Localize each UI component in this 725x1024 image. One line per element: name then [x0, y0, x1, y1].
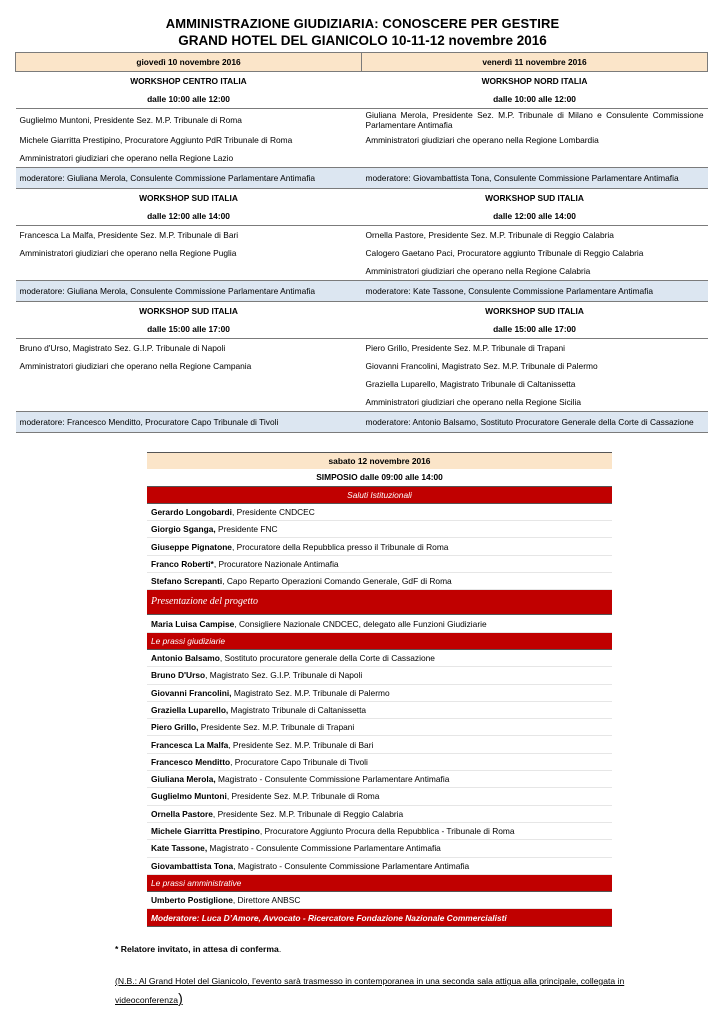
speaker-role: , Capo Reparto Operazioni Comando Generale, GdF di Roma	[222, 576, 452, 587]
speaker-role: , Magistrato - Consulente Commissione Parlamentare Antimafia	[233, 860, 470, 871]
symposium-day-row	[147, 453, 612, 470]
workshop-title-row	[16, 189, 708, 208]
speaker-row	[147, 503, 612, 520]
speaker-right	[362, 149, 708, 168]
day-header-row	[16, 53, 708, 72]
day-header-2: venerdì 11 novembre 2016	[362, 53, 708, 72]
speaker-row	[147, 684, 612, 701]
invited-note-dot: .	[278, 944, 282, 954]
speaker-name: Antonio Balsamo	[151, 653, 220, 664]
speaker-row	[147, 892, 612, 909]
workshop-title: WORKSHOP CENTRO ITALIA	[130, 76, 247, 86]
speaker-left: Guglielmo Muntoni, Presidente Sez. M.P. Tribunale di Roma	[19, 115, 242, 125]
moderator-row	[16, 168, 708, 189]
moderator-left: moderatore: Francesco Menditto, Procuratore Capo Tribunale di Tivoli	[16, 412, 362, 433]
speaker-row	[147, 840, 612, 857]
speaker-cell	[147, 701, 612, 718]
speaker-cell	[147, 521, 612, 538]
speaker-right: Amministratori giudiziari che operano nella Regione Sicilia	[365, 397, 582, 407]
speaker-row	[147, 573, 612, 590]
speaker-cell	[147, 822, 612, 839]
speaker-role: , Direttore ANBSC	[232, 895, 301, 906]
speaker-cell	[147, 503, 612, 520]
workshop-title: WORKSHOP SUD ITALIA	[16, 189, 362, 208]
speaker-row	[16, 375, 708, 393]
speaker-name: Graziella Luparello,	[151, 705, 229, 715]
workshop-title-row	[16, 302, 708, 321]
speaker-left: Michele Giarritta Prestipino, Procuratore Aggiunto PdR Tribunale di Roma	[19, 135, 293, 145]
speaker-row	[16, 149, 708, 168]
speaker-name: Guglielmo Muntoni	[151, 791, 227, 802]
section-heading: Le prassi amministrative	[147, 874, 612, 891]
speaker-row	[147, 701, 612, 718]
nb-note-text: (N.B.: Al Grand Hotel del Gianicolo, l’evento sarà trasmesso in contemporanea in una seconda sala attigua alla principale, collegata in videoconferenza	[115, 976, 625, 1005]
speaker-role: , Presidente Sez. M.P. Tribunale di Bari	[228, 739, 374, 750]
title-part1: AMMINISTRAZIONE GIUDIZIARIA: CONOSCERE PER GESTIRE	[165, 16, 560, 31]
speaker-row	[16, 339, 708, 358]
speaker-role: , Consigliere Nazionale CNDCEC, delegato alle Funzioni Giudiziarie	[234, 618, 487, 629]
speaker-row	[16, 262, 708, 281]
workshop-title-row	[16, 72, 708, 91]
speaker-role: Magistrato Tribunale di Caltanissetta	[228, 705, 367, 715]
speaker-cell	[147, 719, 612, 736]
speaker-row	[16, 244, 708, 262]
speaker-cell	[147, 649, 612, 666]
speaker-row	[147, 857, 612, 874]
invited-note-text: * Relatore invitato, in attesa di conferma	[115, 944, 279, 954]
moderator-left: moderatore: Giuliana Merola, Consulente Commissione Parlamentare Antimafia	[16, 281, 362, 302]
moderator-text: : Luca D’Amore, Avvocato - Ricercatore Fondazione Nazionale Commercialisti	[196, 912, 507, 923]
speaker-name: Umberto Postiglione	[151, 895, 233, 906]
speaker-left: Amministratori giudiziari che operano nella Regione Lazio	[19, 153, 234, 163]
moderator-row	[147, 909, 612, 926]
section-heading-row	[147, 590, 612, 615]
speaker-row	[16, 131, 708, 149]
nb-note	[115, 973, 655, 1009]
moderator-right: moderatore: Kate Tassone, Consulente Commissione Parlamentare Antimafia	[362, 281, 708, 302]
speaker-row	[147, 615, 612, 632]
speaker-cell	[147, 892, 612, 909]
speaker-right: Ornella Pastore, Presidente Sez. M.P. Tribunale di Reggio Calabria	[365, 230, 614, 240]
moderator-row	[16, 281, 708, 302]
speaker-role: , Sostituto procuratore generale della Corte di Cassazione	[219, 653, 435, 664]
workshop-schedule-table	[15, 52, 708, 433]
speaker-cell	[147, 684, 612, 701]
speaker-row	[147, 753, 612, 770]
moderator-label: Moderatore	[151, 912, 197, 923]
speaker-row	[16, 357, 708, 375]
speaker-name: Giorgio Sganga,	[151, 524, 216, 535]
speaker-role: Magistrato - Consulente Commissione Parlamentare Antimafia	[215, 774, 450, 785]
speaker-role: Magistrato - Consulente Commissione Parlamentare Antimafia	[207, 843, 441, 854]
speaker-cell	[147, 555, 612, 572]
section-heading: Le prassi giudiziarie	[147, 632, 612, 649]
speaker-role: , Procuratore Aggiunto Procura della Repubblica - Tribunale di Roma	[259, 826, 515, 837]
speaker-row	[16, 393, 708, 412]
speaker-name: Giuliana Merola,	[151, 774, 216, 785]
speaker-row	[147, 521, 612, 538]
workshop-time-row	[16, 90, 708, 109]
speaker-row	[16, 226, 708, 245]
speaker-role: , Procuratore Capo Tribunale di Tivoli	[230, 756, 368, 767]
speaker-role: Presidente Sez. M.P. Tribunale di Trapani	[198, 722, 355, 733]
speaker-row	[147, 649, 612, 666]
speaker-cell	[147, 736, 612, 753]
speaker-right: Amministratori giudiziari che operano nella Regione Lombardia	[365, 135, 599, 145]
speaker-right: Graziella Luparello, Magistrato Tribunale di Caltanissetta	[365, 379, 576, 389]
speaker-name: Ornella Pastore	[151, 808, 213, 819]
workshop-time: dalle 10:00 alle 12:00	[16, 90, 362, 109]
speaker-role: , Presidente CNDCEC	[231, 507, 315, 518]
moderator-right: moderatore: Antonio Balsamo, Sostituto Procuratore Generale della Corte di Cassazione	[362, 412, 708, 433]
speaker-name: Francesca La Malfa	[151, 739, 229, 750]
speaker-right: Amministratori giudiziari che operano nella Regione Calabria	[365, 266, 591, 276]
speaker-left	[16, 375, 362, 393]
speaker-cell	[147, 667, 612, 684]
day-header-1: giovedì 10 novembre 2016	[16, 53, 362, 72]
symposium-title-row	[147, 469, 612, 486]
speaker-right: Giovanni Francolini, Magistrato Sez. M.P. Tribunale di Palermo	[365, 361, 598, 371]
speaker-cell	[147, 753, 612, 770]
speaker-right: Giuliana Merola, Presidente Sez. M.P. Tribunale di Milano e Consulente Commissione Parlamentare Antimafia	[365, 110, 704, 130]
speaker-row	[147, 538, 612, 555]
speaker-role: Magistrato Sez. M.P. Tribunale di Palermo	[231, 687, 390, 698]
speaker-role: , Procuratore Nazionale Antimafia	[213, 558, 339, 569]
document-subtitle: GRAND HOTEL DEL GIANICOLO 10-11-12 novembre 2016	[178, 33, 547, 48]
speaker-cell	[147, 538, 612, 555]
workshop-title: WORKSHOP SUD ITALIA	[16, 302, 362, 321]
speaker-name: Bruno D'Urso	[151, 670, 206, 681]
speaker-row	[147, 555, 612, 572]
section-heading-row	[147, 486, 612, 503]
speaker-right: Calogero Gaetano Paci, Procuratore aggiunto Tribunale di Reggio Calabria	[365, 248, 644, 258]
speaker-role: , Presidente Sez. M.P. Tribunale di Reggio Calabria	[212, 808, 404, 819]
speaker-row	[147, 719, 612, 736]
workshop-time: dalle 12:00 alle 14:00	[16, 207, 362, 226]
speaker-row	[147, 788, 612, 805]
moderator-right: moderatore: Giovambattista Tona, Consulente Commissione Parlamentare Antimafia	[362, 168, 708, 189]
invited-note	[115, 944, 281, 954]
speaker-row	[147, 822, 612, 839]
symposium-table	[147, 452, 612, 927]
speaker-name: Piero Grillo,	[151, 722, 199, 733]
speaker-left	[16, 262, 362, 281]
speaker-cell	[147, 771, 612, 788]
speaker-cell	[147, 857, 612, 874]
workshop-time: dalle 10:00 alle 12:00	[362, 90, 708, 109]
document-title	[0, 16, 725, 31]
speaker-name: Giovanni Francolini,	[151, 687, 232, 698]
speaker-role: Presidente FNC	[215, 524, 278, 535]
nb-note-close: )	[178, 990, 183, 1006]
speaker-role: , Procuratore della Repubblica presso il Tribunale di Roma	[231, 541, 449, 552]
speaker-row	[147, 667, 612, 684]
speaker-cell	[147, 615, 612, 632]
speaker-row	[16, 109, 708, 132]
speaker-role: , Magistrato Sez. G.I.P. Tribunale di Napoli	[205, 670, 363, 681]
speaker-name: Franco Roberti*	[151, 558, 214, 569]
speaker-cell	[147, 573, 612, 590]
speaker-role: , Presidente Sez. M.P. Tribunale di Roma	[226, 791, 380, 802]
speaker-cell	[147, 788, 612, 805]
speaker-left: Bruno d'Urso, Magistrato Sez. G.I.P. Tribunale di Napoli	[19, 343, 226, 353]
speaker-left: Amministratori giudiziari che operano nella Regione Puglia	[19, 248, 237, 258]
workshop-title: WORKSHOP SUD ITALIA	[362, 302, 708, 321]
speaker-name: Francesco Menditto	[151, 756, 231, 767]
section-heading: Saluti Istituzionali	[147, 486, 612, 503]
speaker-name: Stefano Screpanti	[151, 576, 223, 587]
speaker-name: Giuseppe Pignatone	[151, 541, 232, 552]
speaker-left	[16, 393, 362, 412]
symposium-day: sabato 12 novembre 2016	[147, 453, 612, 470]
speaker-cell	[147, 840, 612, 857]
speaker-left: Amministratori giudiziari che operano nella Regione Campania	[19, 361, 252, 371]
moderator-cell	[147, 909, 612, 926]
workshop-time: dalle 15:00 alle 17:00	[362, 320, 708, 339]
speaker-name: Michele Giarritta Prestipino	[151, 826, 260, 837]
speaker-row	[147, 771, 612, 788]
section-heading: Presentazione del progetto	[147, 590, 612, 615]
section-heading-row	[147, 874, 612, 891]
speaker-name: Giovambattista Tona	[151, 860, 234, 871]
speaker-name: Kate Tassone,	[151, 843, 208, 854]
speaker-name: Maria Luisa Campise	[151, 618, 235, 629]
symposium-title: SIMPOSIO dalle 09:00 alle 14:00	[147, 469, 612, 486]
workshop-time-row	[16, 320, 708, 339]
speaker-row	[147, 736, 612, 753]
speaker-cell	[147, 805, 612, 822]
moderator-left: moderatore: Giuliana Merola, Consulente Commissione Parlamentare Antimafia	[16, 168, 362, 189]
workshop-title: WORKSHOP SUD ITALIA	[362, 189, 708, 208]
workshop-title: WORKSHOP NORD ITALIA	[481, 76, 588, 86]
speaker-name: Gerardo Longobardi	[151, 507, 232, 518]
workshop-time: dalle 15:00 alle 17:00	[16, 320, 362, 339]
section-heading-row	[147, 632, 612, 649]
speaker-right: Piero Grillo, Presidente Sez. M.P. Tribunale di Trapani	[365, 343, 566, 353]
workshop-time-row	[16, 207, 708, 226]
workshop-time: dalle 12:00 alle 14:00	[362, 207, 708, 226]
speaker-row	[147, 805, 612, 822]
moderator-row	[16, 412, 708, 433]
speaker-left: Francesca La Malfa, Presidente Sez. M.P. Tribunale di Bari	[19, 230, 239, 240]
